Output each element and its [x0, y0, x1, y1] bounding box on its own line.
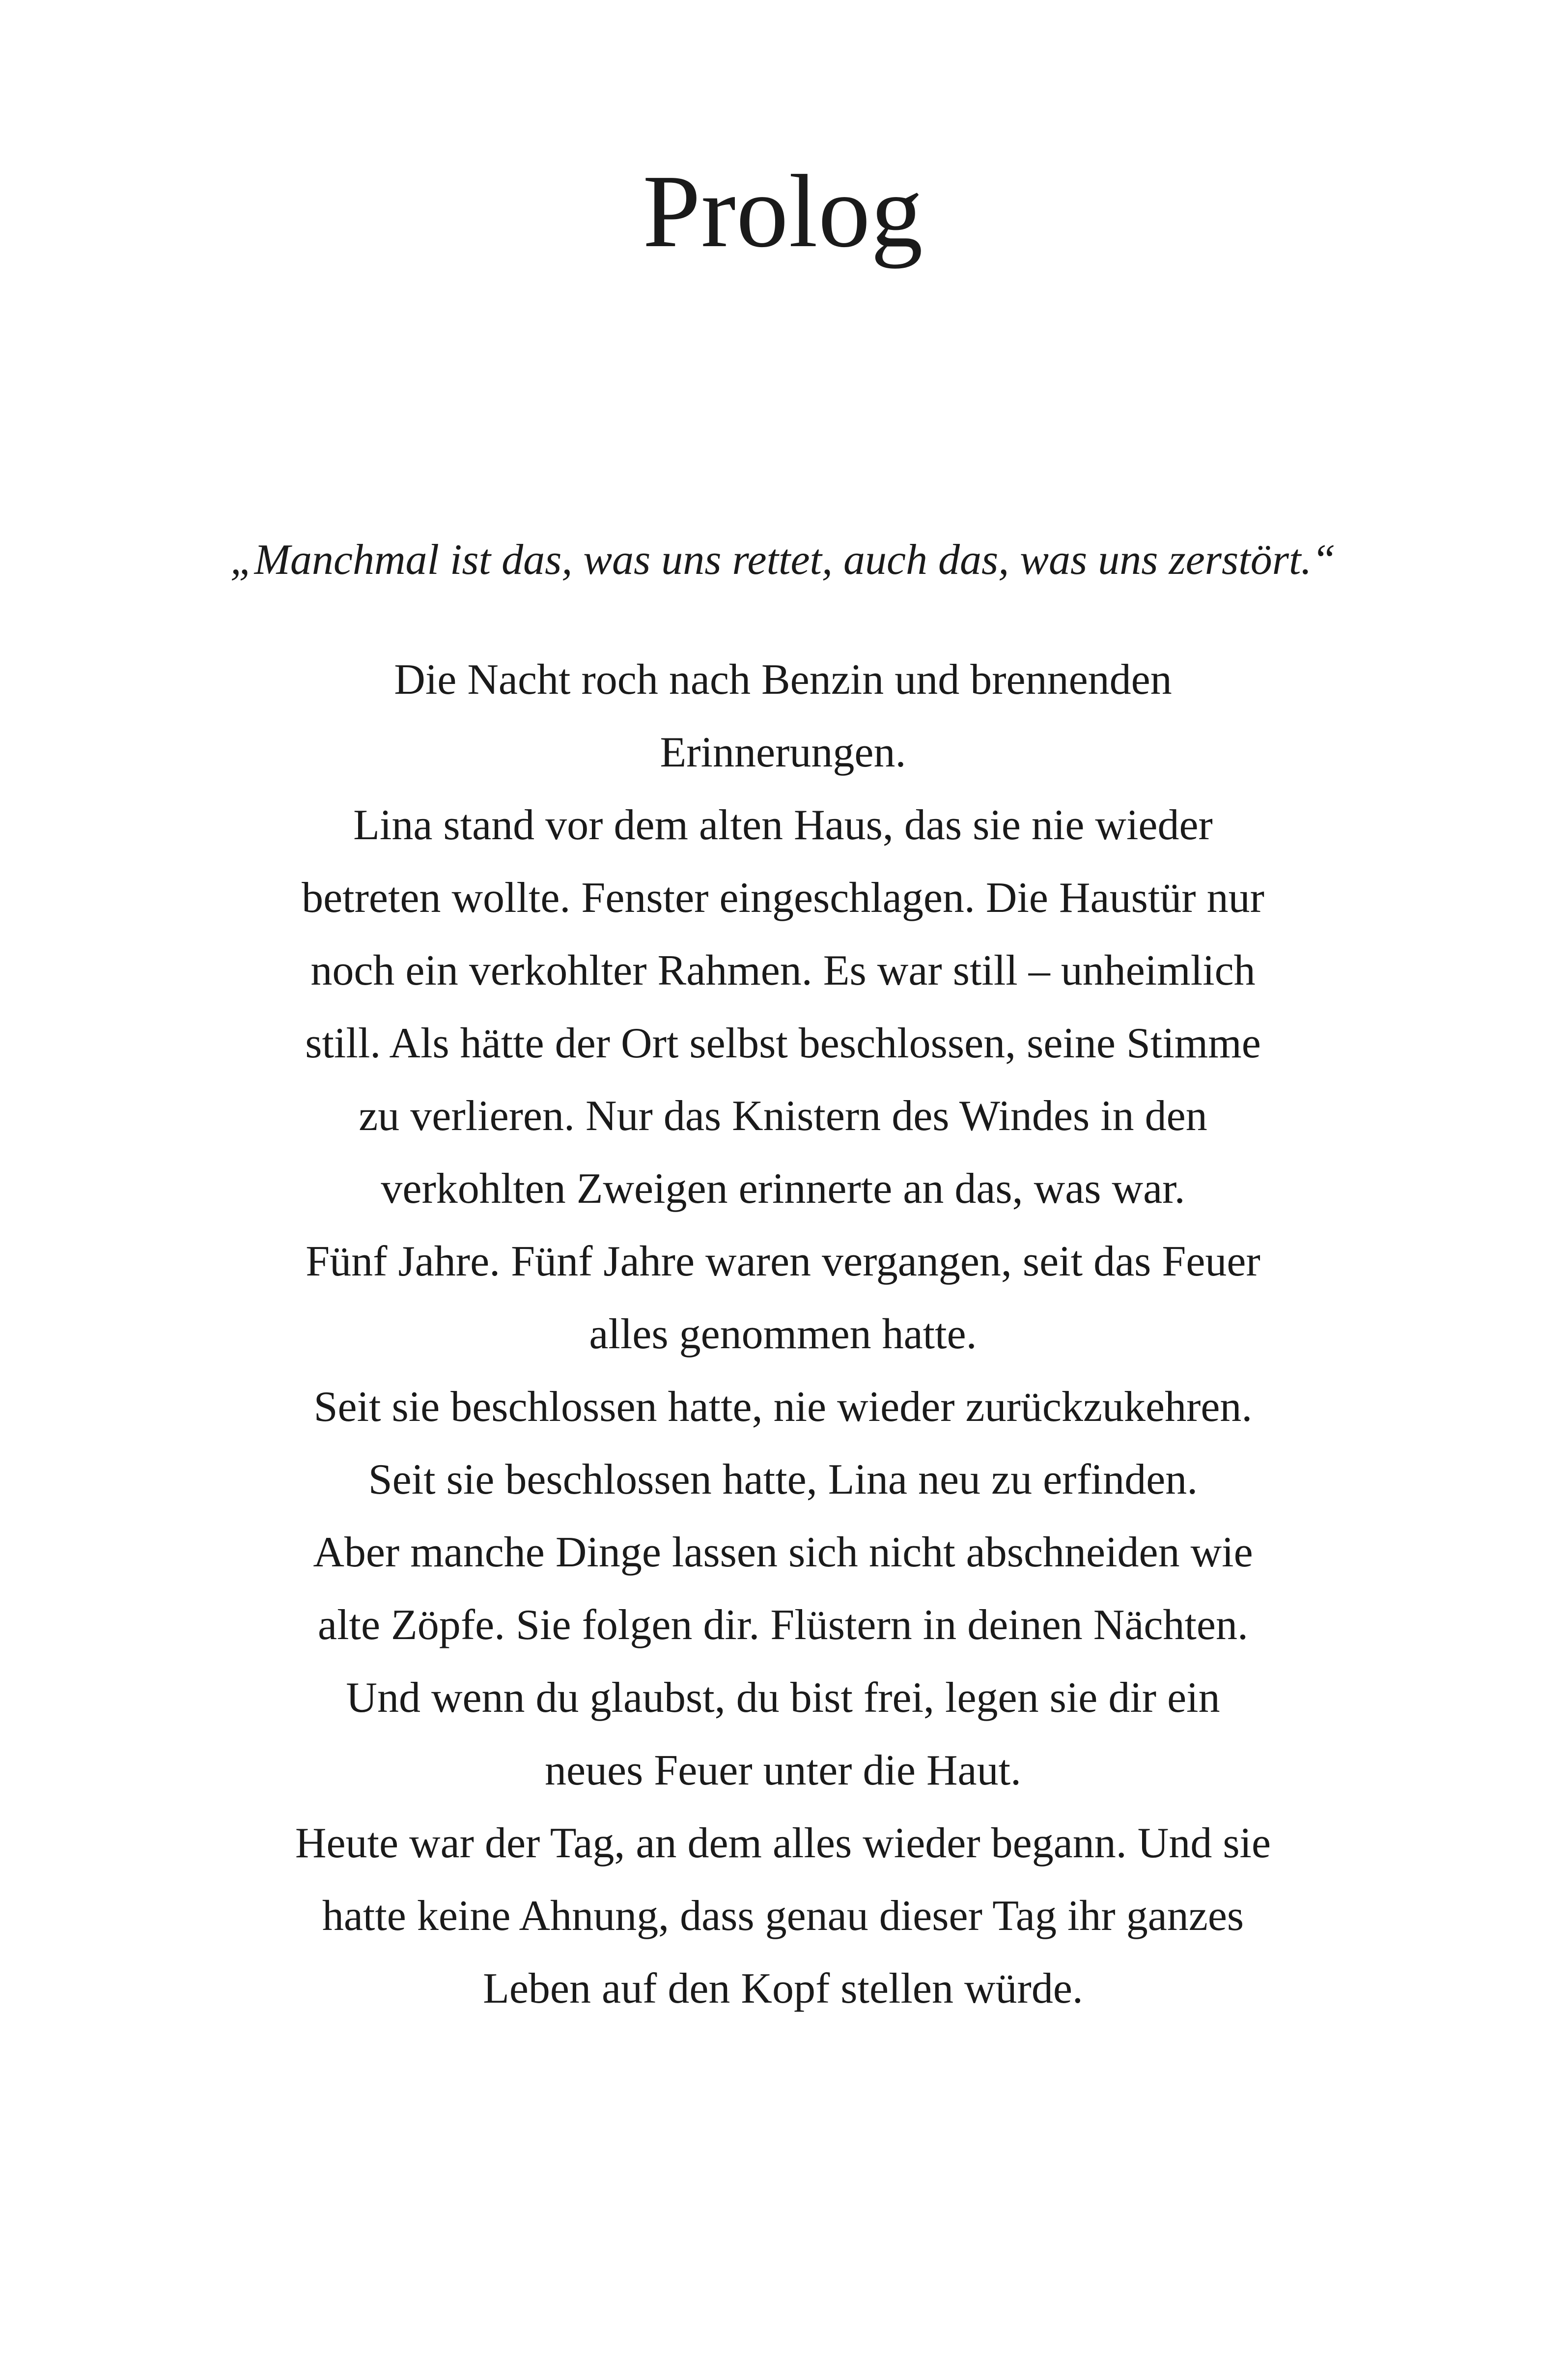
- text-line: alte Zöpfe. Sie folgen dir. Flüstern in deinen Nächten.: [318, 1601, 1248, 1649]
- text-line: Heute war der Tag, an dem alles wieder begann. Und sie: [295, 1819, 1271, 1867]
- text-line: Erinnerungen.: [660, 729, 906, 776]
- text-line: alles genommen hatte.: [589, 1310, 977, 1358]
- text-line: Lina stand vor dem alten Haus, das sie nie wieder: [353, 801, 1213, 849]
- text-line: noch ein verkohlter Rahmen. Es war still – unheimlich: [310, 947, 1256, 994]
- text-line: still. Als hätte der Ort selbst beschlossen, seine Stimme: [305, 1020, 1261, 1067]
- text-line: betreten wollte. Fenster eingeschlagen. Die Haustür nur: [302, 874, 1264, 922]
- text-line: Seit sie beschlossen hatte, nie wieder zurückzukehren.: [313, 1383, 1253, 1431]
- prologue-text: [0, 644, 1566, 2025]
- text-line: Seit sie beschlossen hatte, Lina neu zu erfinden.: [368, 1456, 1198, 1503]
- text-line: neues Feuer unter die Haut.: [544, 1747, 1022, 1794]
- epigraph-quote: „Manchmal ist das, was uns rettet, auch das, was uns zerstört.“: [230, 536, 1336, 584]
- text-line: verkohlten Zweigen erinnerte an das, was war.: [381, 1165, 1185, 1213]
- chapter-title: Prolog: [643, 153, 923, 269]
- text-line: Aber manche Dinge lassen sich nicht abschneiden wie: [313, 1529, 1253, 1576]
- text-line: Fünf Jahre. Fünf Jahre waren vergangen, seit das Feuer: [306, 1238, 1260, 1285]
- text-line: Leben auf den Kopf stellen würde.: [483, 1965, 1083, 2012]
- text-line: Und wenn du glaubst, du bist frei, legen sie dir ein: [346, 1674, 1220, 1722]
- text-line: Die Nacht roch nach Benzin und brennenden: [394, 656, 1172, 704]
- text-line: hatte keine Ahnung, dass genau dieser Tag ihr ganzes: [322, 1892, 1244, 1940]
- text-line: zu verlieren. Nur das Knistern des Windes in den: [359, 1092, 1207, 1140]
